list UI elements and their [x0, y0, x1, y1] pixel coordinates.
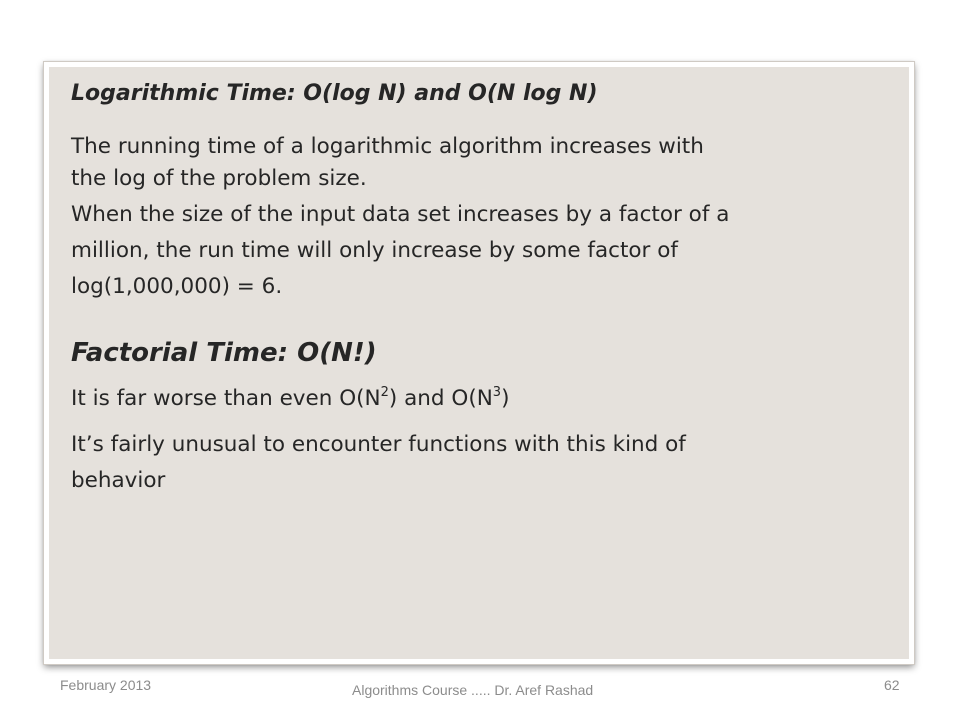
slide-frame [44, 62, 914, 664]
exponent-3: 3 [492, 385, 502, 400]
factorial-heading: Factorial Time: O(N!) [71, 338, 377, 368]
logarithmic-line-3: When the size of the input data set increases by a factor of a [71, 202, 730, 227]
footer-page-number: 62 [884, 677, 900, 693]
logarithmic-line-1: The running time of a logarithmic algorithm increases with [71, 134, 704, 159]
footer-course: Algorithms Course ..... Dr. Aref Rashad [352, 682, 594, 698]
factorial-comparison [71, 379, 881, 419]
logarithmic-line-2: the log of the problem size. [71, 166, 367, 191]
factorial-comparison-suffix: ) [501, 386, 510, 411]
factorial-note [71, 427, 881, 499]
logarithmic-heading: Logarithmic Time: O(log N) and O(N log N) [71, 81, 598, 106]
logarithmic-paragraph [71, 127, 881, 305]
factorial-comparison-mid: ) and O(N [388, 386, 493, 411]
logarithmic-line-4: million, the run time will only increase by some factor of [71, 238, 678, 263]
factorial-note-line-1: It’s fairly unusual to encounter functions with this kind of [71, 432, 686, 457]
logarithmic-line-5: log(1,000,000) = 6. [71, 274, 283, 299]
slide-content [71, 79, 881, 499]
exponent-2: 2 [380, 385, 389, 400]
factorial-note-line-2: behavior [71, 468, 166, 493]
footer-date: February 2013 [60, 677, 152, 693]
factorial-comparison-prefix: It is far worse than even O(N [71, 386, 381, 411]
